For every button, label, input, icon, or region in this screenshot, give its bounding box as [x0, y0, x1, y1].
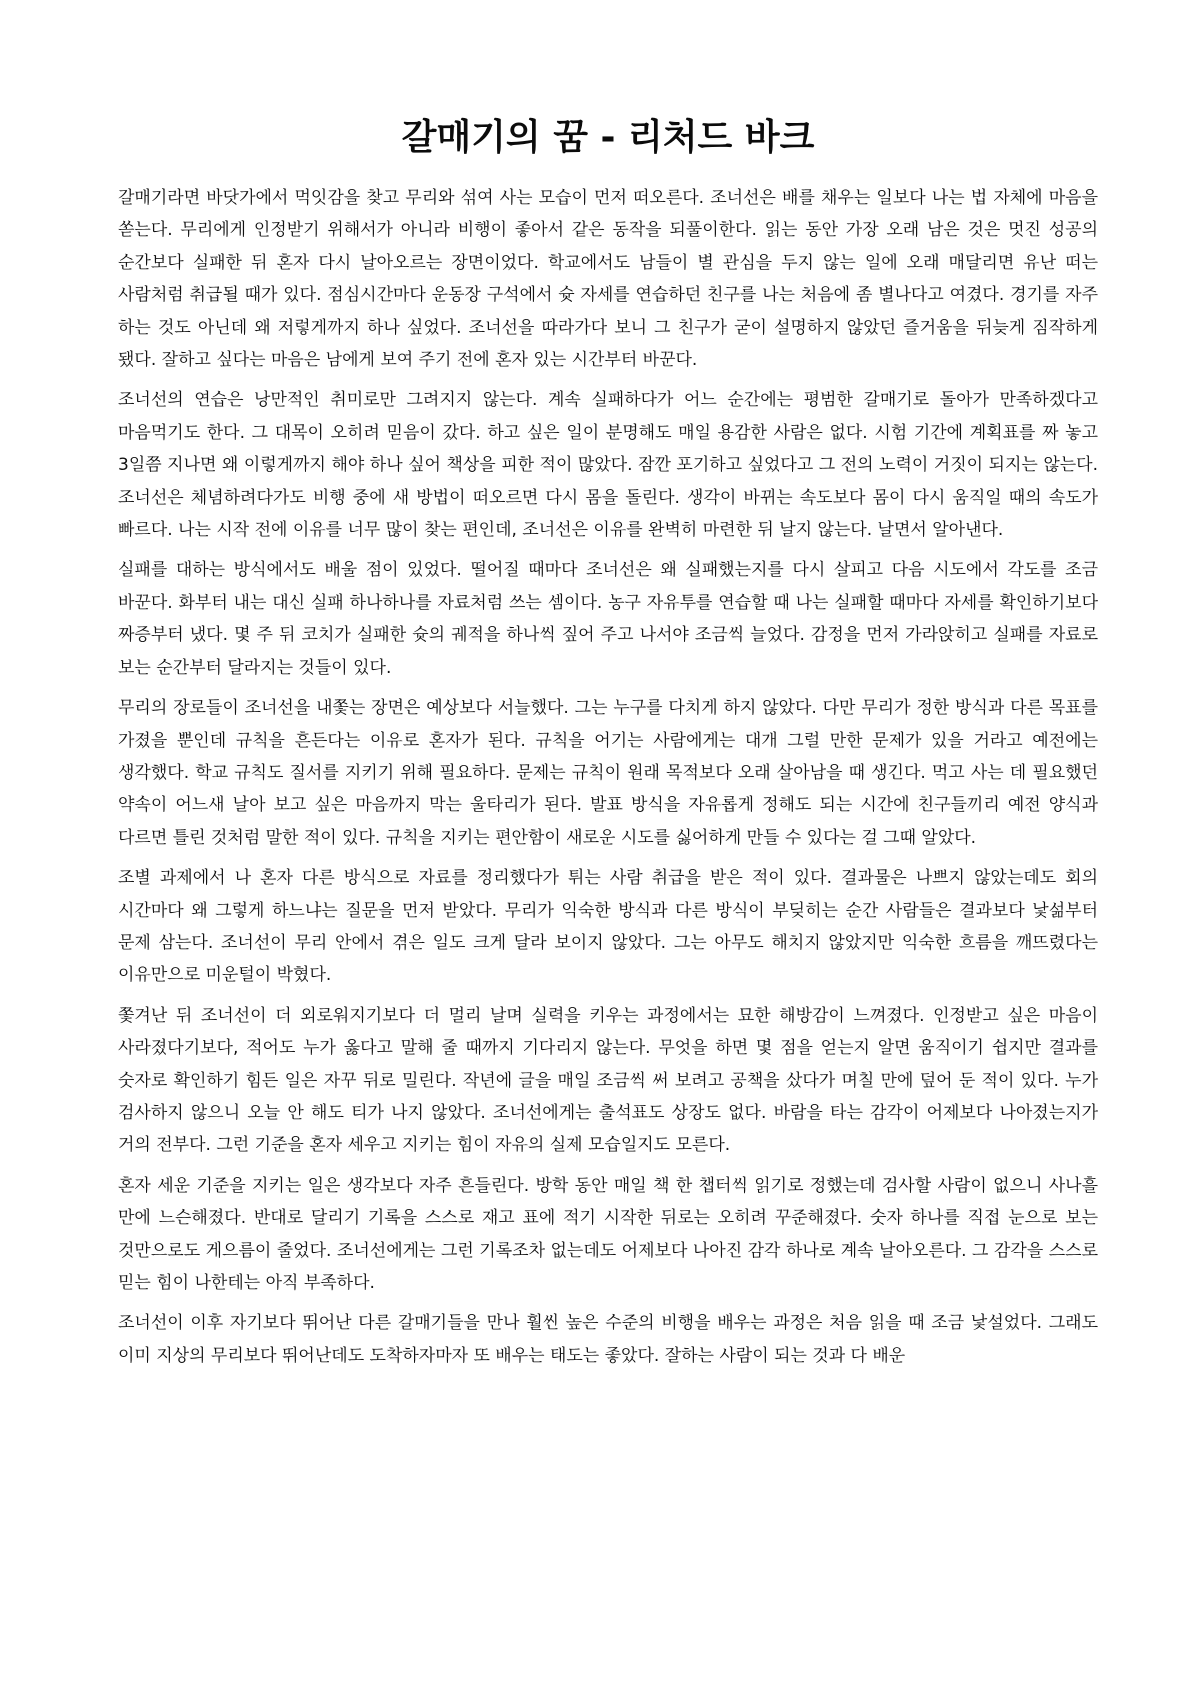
- paragraph-5: 조별 과제에서 나 혼자 다른 방식으로 자료를 정리했다가 튀는 사람 취급을 받은 적이 있다. 결과물은 나쁘지 않았는데도 회의 시간마다 왜 그렇게 하느냐는 질문을 먼저 받았다. 무리가 익숙한 방식과 다른 방식이 부딪히는 순간 사람들은 결과보다 낯섦부터 문제 삼는다. 조너선이 무리 안에서 겪은 일도 크게 달라 보이지 않았다. 그는 아무도 해치지 않았지만 익숙한 흐름을 깨뜨렸다는 이유만으로 미운털이 박혔다.: [118, 868, 1098, 986]
- paragraph-4: 무리의 장로들이 조너선을 내쫓는 장면은 예상보다 서늘했다. 그는 누구를 다치게 하지 않았다. 다만 무리가 정한 방식과 다른 목표를 가졌을 뿐인데 규칙을 흔든다는 이유로 혼자가 된다. 규칙을 어기는 사람에게는 대개 그럴 만한 문제가 있을 거라고 예전에는 생각했다. 학교 규칙도 질서를 지키기 위해 필요하다. 문제는 규칙이 원래 목적보다 오래 살아남을 때 생긴다. 먹고 사는 데 필요했던 약속이 어느새 날아 보고 싶은 마음까지 막는 울타리가 된다. 발표 방식을 자유롭게 정해도 되는 시간에 친구들끼리 예전 양식과 다르면 틀린 것처럼 말한 적이 있다. 규칙을 지키는 편안함이 새로운 시도를 싫어하게 만들 수 있다는 걸 그때 알았다.: [118, 698, 1098, 848]
- document-title: 갈매기의 꿈 - 리처드 바크: [401, 117, 815, 158]
- paragraph-1: 갈매기라면 바닷가에서 먹잇감을 찾고 무리와 섞여 사는 모습이 먼저 떠오른다. 조너선은 배를 채우는 일보다 나는 법 자체에 마음을 쏟는다. 무리에게 인정받기 위해서가 아니라 비행이 좋아서 같은 동작을 되풀이한다. 읽는 동안 가장 오래 남은 것은 멋진 성공의 순간보다 실패한 뒤 혼자 다시 날아오르는 장면이었다. 학교에서도 남들이 별 관심을 두지 않는 일에 오래 매달리면 유난 떠는 사람처럼 취급될 때가 있다. 점심시간마다 운동장 구석에서 슛 자세를 연습하던 친구를 나는 처음에 좀 별나다고 여겼다. 경기를 자주 하는 것도 아닌데 왜 저렇게까지 하나 싶었다. 조너선을 따라가다 보니 그 친구가 굳이 설명하지 않았던 즐거움을 뒤늦게 짐작하게 됐다. 잘하고 싶다는 마음은 남에게 보여 주기 전에 혼자 있는 시간부터 바꾼다.: [118, 188, 1098, 371]
- paragraph-2: 조너선의 연습은 낭만적인 취미로만 그려지지 않는다. 계속 실패하다가 어느 순간에는 평범한 갈매기로 돌아가 만족하겠다고 마음먹기도 한다. 그 대목이 오히려 믿음이 갔다. 하고 싶은 일이 분명해도 매일 용감한 사람은 없다. 시험 기간에 계획표를 짜 놓고 3일쯤 지나면 왜 이렇게까지 해야 하나 싶어 책상을 피한 적이 많았다. 잠깐 포기하고 싶었다고 그 전의 노력이 거짓이 되지는 않는다. 조너선은 체념하려다가도 비행 중에 새 방법이 떠오르면 다시 몸을 돌린다. 생각이 바뀌는 속도보다 몸이 다시 움직일 때의 속도가 빠르다. 나는 시작 전에 이유를 너무 많이 찾는 편인데, 조너선은 이유를 완벽히 마련한 뒤 날지 않는다. 날면서 알아낸다.: [118, 390, 1098, 541]
- paragraph-8: 조너선이 이후 자기보다 뛰어난 다른 갈매기들을 만나 훨씬 높은 수준의 비행을 배우는 과정은 처음 읽을 때 조금 낯설었다. 그래도 이미 지상의 무리보다 뛰어난데도 도착하자마자 또 배우는 태도는 좋았다. 잘하는 사람이 되는 것과 다 배운: [118, 1313, 1098, 1366]
- paragraph-7: 혼자 세운 기준을 지키는 일은 생각보다 자주 흔들린다. 방학 동안 매일 책 한 챕터씩 읽기로 정했는데 검사할 사람이 없으니 사나흘 만에 느슨해졌다. 반대로 달리기 기록을 스스로 재고 표에 적기 시작한 뒤로는 오히려 꾸준해졌다. 숫자 하나를 직접 눈으로 보는 것만으로도 게으름이 줄었다. 조너선에게는 그런 기록조차 없는데도 어제보다 나아진 감각 하나로 계속 날아오른다. 그 감각을 스스로 믿는 힘이 나한테는 아직 부족하다.: [118, 1175, 1098, 1293]
- paragraph-6: 쫓겨난 뒤 조너선이 더 외로워지기보다 더 멀리 날며 실력을 키우는 과정에서는 묘한 해방감이 느껴졌다. 인정받고 싶은 마음이 사라졌다기보다, 적어도 누가 옳다고 말해 줄 때까지 기다리지 않는다. 무엇을 하면 몇 점을 얻는지 알면 움직이기 쉽지만 결과를 숫자로 확인하기 힘든 일은 자꾸 뒤로 밀린다. 작년에 글을 매일 조금씩 써 보려고 공책을 샀다가 며칠 만에 덮어 둔 적이 있다. 누가 검사하지 않으니 오늘 안 해도 티가 나지 않았다. 조너선에게는 출석표도 상장도 없다. 바람을 타는 감각이 어제보다 나아졌는지가 거의 전부다. 그런 기준을 혼자 세우고 지키는 힘이 자유의 실제 모습일지도 모른다.: [118, 1005, 1098, 1156]
- paragraph-3: 실패를 대하는 방식에서도 배울 점이 있었다. 떨어질 때마다 조너선은 왜 실패했는지를 다시 살피고 다음 시도에서 각도를 조금 바꾼다. 화부터 내는 대신 실패 하나하나를 자료처럼 쓰는 셈이다. 농구 자유투를 연습할 때 나는 실패할 때마다 자세를 확인하기보다 짜증부터 냈다. 몇 주 뒤 코치가 실패한 슛의 궤적을 하나씩 짚어 주고 나서야 조금씩 늘었다. 감정을 먼저 가라앉히고 실패를 자료로 보는 순간부터 달라지는 것들이 있다.: [118, 560, 1098, 678]
- document-page: [118, 112, 1098, 1380]
